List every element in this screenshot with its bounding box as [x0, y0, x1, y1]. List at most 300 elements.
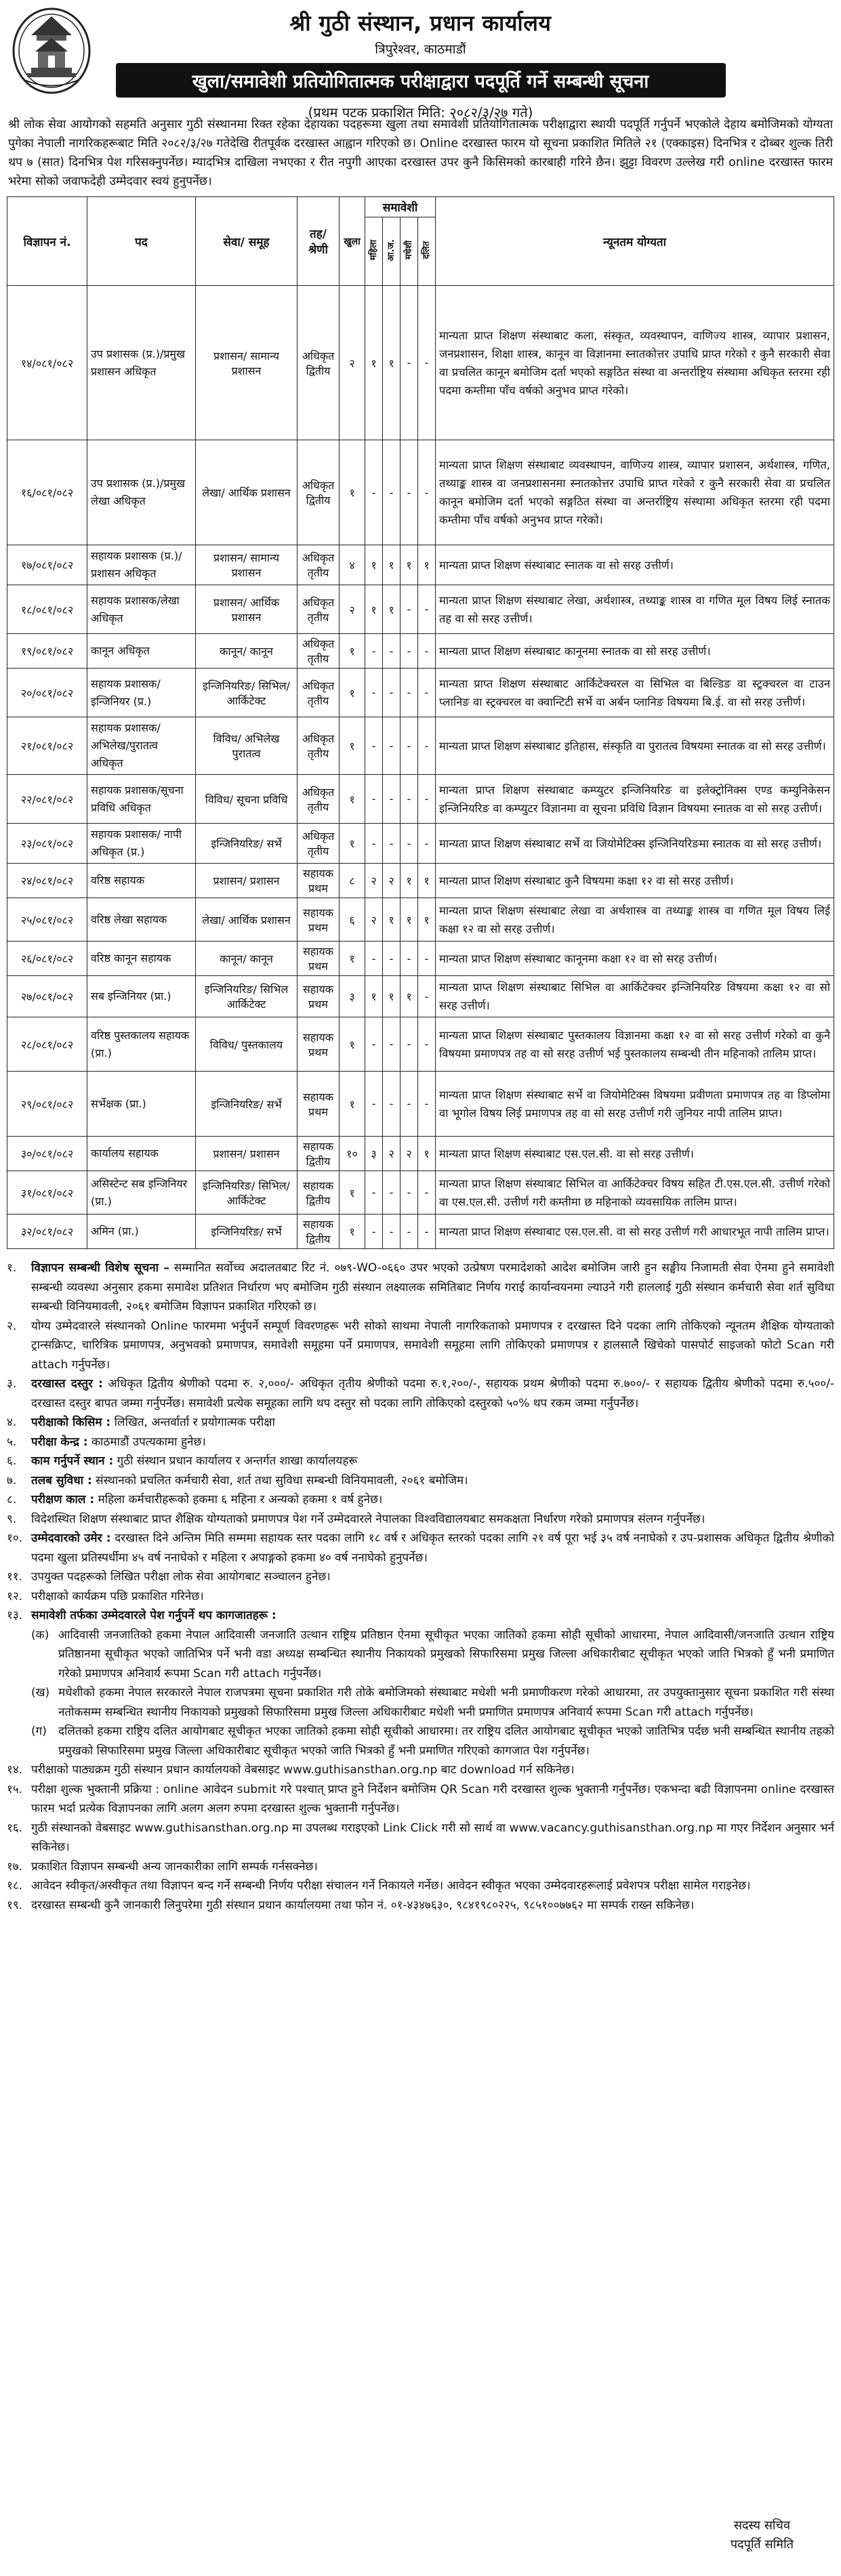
- cell-madhesi: -: [401, 1215, 418, 1249]
- cell-qualification: मान्यता प्राप्त शिक्षण संस्थाबाट कुनै विषयमा कक्षा १२ वा सो सरह उत्तीर्ण।: [436, 864, 834, 898]
- cell-open: १: [340, 440, 365, 545]
- cell-qualification: मान्यता प्राप्त शिक्षण संस्थाबाट सर्भे वा जियोमेटिक्स इन्जिनियरिङमा स्नातक वा सो सरह उत्तीर्ण।: [436, 824, 834, 864]
- cell-open: ८: [340, 864, 365, 898]
- cell-service: विविध/ पुस्तकालय: [196, 1017, 298, 1072]
- cell-dalit: १: [418, 864, 436, 898]
- subnote-number: (ग): [31, 1725, 47, 1738]
- note-body: प्रकाशित विज्ञापन सम्बन्धी अन्य जानकारीका लागि सम्पर्क गर्नसक्नेछ।: [31, 1859, 318, 1874]
- subnote-item: [31, 1722, 834, 1760]
- cell-qualification: मान्यता प्राप्त शिक्षण संस्थाबाट सिभिल वा आर्किटेक्चर इन्जिनियरिङ विषयमा कक्षा १२ वा सो सरह उत्तीर्ण।: [436, 976, 834, 1017]
- table-row: [7, 545, 834, 585]
- cell-qualification: मान्यता प्राप्त शिक्षण संस्थाबाट कानूनमा स्नातक वा सो सरह उत्तीर्ण।: [436, 634, 834, 669]
- note-number: १८.: [7, 1879, 23, 1893]
- cell-service: प्रशासन/ प्रशासन: [196, 864, 298, 898]
- cell-service: प्रशासन/ सामान्य प्रशासन: [196, 286, 298, 440]
- cell-madhesi: -: [401, 775, 418, 824]
- note-label: उम्मेदवारको उमेर :: [31, 1532, 111, 1545]
- note-body: आवेदन स्वीकृत/अस्वीकृत तथा विज्ञापन बन्द गर्ने सम्बन्धी निर्णय परीक्षा संचालन गर्ने निकायले गर्नेछ। आवेदन स्वीकृत भएका उम्मेदवारहरूलाई प्रवेशपत्र परीक्षा सामेल गराइनेछ।: [31, 1879, 751, 1893]
- cell-ad-no: २५/०८१/०८२: [7, 898, 87, 942]
- note-text: [31, 1510, 834, 1529]
- cell-open: ३: [340, 976, 365, 1017]
- note-label: परीक्षाको किसिम :: [31, 1416, 111, 1429]
- cell-ad-no: २३/०८१/०८२: [7, 824, 87, 864]
- cell-women: -: [365, 824, 383, 864]
- note-text: [31, 1374, 834, 1413]
- cell-janajati: -: [383, 669, 401, 717]
- table-row: [7, 634, 834, 669]
- note-item: [7, 1317, 834, 1375]
- th-inclusive: समावेशी: [365, 197, 436, 217]
- note-item: [7, 1760, 834, 1780]
- cell-level: सहायक प्रथम: [298, 942, 340, 976]
- cell-level: अधिकृत तृतीय: [298, 545, 340, 585]
- cell-service: इन्जिनियरिङ/ सिभिल/ आर्किटेक्ट: [196, 669, 298, 717]
- cell-ad-no: २४/०८१/०८२: [7, 864, 87, 898]
- table-row: [7, 864, 834, 898]
- cell-women: -: [365, 1017, 383, 1072]
- cell-women: १: [365, 286, 383, 440]
- cell-madhesi: -: [401, 824, 418, 864]
- note-number: १.: [7, 1261, 17, 1275]
- cell-post: वरिष्ठ सहायक: [87, 864, 196, 898]
- cell-dalit: -: [418, 942, 436, 976]
- cell-service: इन्जिनियरिङ/ सर्भे: [196, 1215, 298, 1249]
- note-text: [31, 1587, 834, 1607]
- cell-post: कानून अधिकृत: [87, 634, 196, 669]
- cell-women: -: [365, 1171, 383, 1215]
- note-text: [31, 1317, 834, 1375]
- cell-qualification: मान्यता प्राप्त शिक्षण संस्थाबाट कम्प्युटर इन्जिनियरिङ वा इलेक्ट्रोनिक्स एण्ड कम्युनिकेसन इन्जिनियरिङ वा कम्प्युटर विज्ञानमा वा सूचना प्रविधि विज्ञान विषयमा स्नातक वा सो सरह उत्तीर्ण।: [436, 775, 834, 824]
- cell-post: सर्भेक्षक (प्रा.): [87, 1072, 196, 1137]
- cell-level: सहायक प्रथम: [298, 898, 340, 942]
- cell-madhesi: -: [401, 440, 418, 545]
- cell-open: १: [340, 775, 365, 824]
- intro-paragraph: श्री लोक सेवा आयोगको सहमति अनुसार गुठी संस्थानमा रिक्त रहेका देहायका पदहरूमा खुला तथा समावेशी प्रतियोगितात्मक परीक्षाद्वारा स्थायी पदपूर्ति गर्नुपर्ने भएकोले देहाय बमोजिमको योग्यता पुगेका नेपाली नागरिकहरूबाट मिति २०८२/३/२७ गतेदेखि रीतपूर्वक दरखास्त आह्वान गरिएको छ। Online दरखास्त फारम यो सूचना प्रकाशित मितिले २१ (एक्काइस) दिनभित्र र दोब्बर शुल्क तिरी थप ७ (सात) दिनभित्र पेश गरिसक्नुपर्नेछ। म्यादभित्र दाखिला नभएका र रीत नपुगी आएका दरखास्त उपर कुनै किसिमको कारबाही गरिने छैन। झुट्टा विवरण उल्लेख गरी online दरखास्त फारम भरेमा सोको जवाफदेही उम्मेदवार स्वयं हुनुपर्नेछ।: [8, 118, 833, 188]
- cell-women: २: [365, 898, 383, 942]
- cell-post: असिस्टेन्ट सब इन्जिनियर (प्रा.): [87, 1171, 196, 1215]
- cell-madhesi: -: [401, 1017, 418, 1072]
- cell-ad-no: १९/०८१/०८२: [7, 634, 87, 669]
- note-number: १७.: [7, 1859, 23, 1874]
- cell-janajati: १: [383, 286, 401, 440]
- cell-post: उप प्रशासक (प्र.)/प्रमुख लेखा अधिकृत: [87, 440, 196, 545]
- cell-ad-no: २७/०८१/०८२: [7, 976, 87, 1017]
- note-body: लिखित, अन्तर्वार्ता र प्रयोगात्मक परीक्षा: [110, 1416, 275, 1429]
- note-text: [31, 1780, 834, 1819]
- cell-dalit: -: [418, 976, 436, 1017]
- cell-open: १: [340, 1017, 365, 1072]
- notes-section: [7, 1259, 834, 1915]
- th-dalit: दलित: [418, 217, 436, 286]
- th-madhesi: मधेशी: [401, 217, 418, 286]
- guthi-sansthan-logo-icon: [11, 7, 92, 95]
- table-row: [7, 669, 834, 717]
- cell-madhesi: -: [401, 717, 418, 775]
- cell-qualification: मान्यता प्राप्त शिक्षण संस्थाबाट कला, संस्कृत, व्यवस्थापन, वाणिज्य शास्त्र, व्यापार प्रशासन, जनप्रशासन, शिक्षा शास्त्र, कानून वा विज्ञानमा स्नातकोत्तर उपाधि प्राप्त गरेको र कुनै सरकारी सेवा वा प्रचलित कानून बमोजिम दर्ता भएको सङ्गठित संस्था वा अन्तर्राष्ट्रिय संस्थामा अधिकृत स्तरमा रही पदमा कम्तीमा पाँच वर्षको अनुभव प्राप्त गरेको।: [436, 286, 834, 440]
- cell-post: सहायक प्रशासक/सूचना प्रविधि अधिकृत: [87, 775, 196, 824]
- th-open: खुला: [340, 197, 365, 286]
- cell-janajati: -: [383, 440, 401, 545]
- notes-list-b: [7, 1760, 834, 1915]
- cell-level: सहायक प्रथम: [298, 976, 340, 1017]
- org-address: त्रिपुरेश्वर, काठमाडौं: [375, 42, 466, 57]
- cell-qualification: मान्यता प्राप्त शिक्षण संस्थाबाट आर्किटेक्चरल वा सिभिल वा बिल्डिङ वा स्ट्रक्चरल वा टाउन प्लानिङ वा स्ट्रक्चरल वा क्वान्टिटी सर्भे वा अर्बन प्लानिङ विषयमा बि.ई. वा सो सरह उत्तीर्ण।: [436, 669, 834, 717]
- cell-ad-no: २०/०८१/०८२: [7, 669, 87, 717]
- th-janajati: आ.ज.: [383, 217, 401, 286]
- cell-madhesi: -: [401, 942, 418, 976]
- note-body: गुठी संस्थान प्रधान कार्यालय र अन्तर्गत शाखा कार्यालयहरू: [113, 1454, 358, 1468]
- note-label: तलब सुविधा :: [31, 1473, 92, 1487]
- cell-level: अधिकृत तृतीय: [298, 585, 340, 634]
- cell-women: -: [365, 634, 383, 669]
- cell-ad-no: २९/०८१/०८२: [7, 1072, 87, 1137]
- note-number: ६.: [7, 1454, 17, 1468]
- cell-qualification: मान्यता प्राप्त शिक्षण संस्थाबाट इतिहास, संस्कृति वा पुरातत्व विषयमा स्नातक वा सो सरह उत्तीर्ण।: [436, 717, 834, 775]
- cell-janajati: १: [383, 898, 401, 942]
- cell-dalit: -: [418, 585, 436, 634]
- subnote-item: [31, 1683, 834, 1722]
- note-number: ७.: [7, 1473, 17, 1487]
- note-text: [31, 1471, 834, 1491]
- subnote-number: (क): [31, 1628, 49, 1642]
- cell-madhesi: -: [401, 286, 418, 440]
- cell-qualification: मान्यता प्राप्त शिक्षण संस्थाबाट कानूनमा कक्षा १२ वा सो सरह उत्तीर्ण।: [436, 942, 834, 976]
- note-text: [31, 1876, 834, 1896]
- cell-dalit: -: [418, 1017, 436, 1072]
- cell-service: लेखा/ आर्थिक प्रशासन: [196, 898, 298, 942]
- cell-janajati: -: [383, 1072, 401, 1137]
- cell-open: १: [340, 1215, 365, 1249]
- cell-post: सहायक प्रशासक/ इन्जिनियर (प्र.): [87, 669, 196, 717]
- table-row: [7, 1171, 834, 1215]
- cell-level: सहायक प्रथम: [298, 1072, 340, 1137]
- note-body: काठमाडौं उपत्यकामा हुनेछ।: [87, 1435, 206, 1449]
- note-item: [7, 1896, 834, 1916]
- cell-dalit: १: [418, 545, 436, 585]
- note-item: [7, 1780, 834, 1819]
- note-text: [31, 1896, 834, 1916]
- cell-madhesi: १: [401, 545, 418, 585]
- cell-level: अधिकृत तृतीय: [298, 717, 340, 775]
- note-label: परीक्षण काल :: [31, 1493, 95, 1506]
- note-item: [7, 1490, 834, 1510]
- notes-list-a: [7, 1259, 834, 1626]
- cell-post: कार्यालय सहायक: [87, 1137, 196, 1171]
- cell-dalit: १: [418, 1137, 436, 1171]
- note-label: परीक्षा केन्द्र :: [31, 1435, 88, 1449]
- cell-open: २: [340, 286, 365, 440]
- cell-janajati: -: [383, 1215, 401, 1249]
- cell-qualification: मान्यता प्राप्त शिक्षण संस्थाबाट एस.एल.सी. वा सो सरह उत्तीर्ण।: [436, 1137, 834, 1171]
- cell-madhesi: -: [401, 669, 418, 717]
- cell-service: विविध/ सूचना प्रविधि: [196, 775, 298, 824]
- cell-dalit: -: [418, 634, 436, 669]
- signatory-committee: पदपूर्ति समिति: [730, 2537, 794, 2552]
- signatory-title: सदस्य सचिव: [733, 2518, 790, 2533]
- cell-dalit: -: [418, 669, 436, 717]
- cell-open: १: [340, 824, 365, 864]
- cell-janajati: २: [383, 1137, 401, 1171]
- cell-qualification: मान्यता प्राप्त शिक्षण संस्थाबाट व्यवस्थापन, वाणिज्य शास्त्र, व्यापार प्रशासन, अर्थशास्त्र, गणित, तथ्याङ्क शास्त्र वा जनप्रशासनमा स्नातकोत्तर उपाधि प्राप्त गरेको र कुनै सरकारी सेवा वा प्रचलित कानून बमोजिम दर्ता भएको सङ्गठित संस्था वा अन्तर्राष्ट्रिय संस्थामा अधिकृत स्तरमा रही पदमा कम्तीमा पाँच वर्षको अनुभव प्राप्त गरेको।: [436, 440, 834, 545]
- cell-post: उप प्रशासक (प्र.)/प्रमुख प्रशासन अधिकृत: [87, 286, 196, 440]
- cell-qualification: मान्यता प्राप्त शिक्षण संस्थाबाट लेखा वा अर्थशास्त्र वा तथ्याङ्क शास्त्र वा गणित मूल विषय लिई कक्षा १२ वा सो सरह उत्तीर्ण।: [436, 898, 834, 942]
- cell-women: -: [365, 775, 383, 824]
- note-body: दरखास्त सम्बन्धी कुनै जानकारी लिनुपरेमा गुठी संस्थान प्रधान कार्यालयमा तथा फोन नं. ०१-४३४७६३०, ९८४१९८०२२५, ९८५१००७७६२ मा सम्पर्क राख्न सकिनेछ।: [31, 1898, 695, 1912]
- note-item: [7, 1606, 834, 1626]
- cell-service: इन्जिनियरिङ/ सिभिल आर्किटेक्ट: [196, 976, 298, 1017]
- cell-open: १: [340, 1072, 365, 1137]
- table-row: [7, 440, 834, 545]
- note-item: [7, 1510, 834, 1529]
- vacancy-table: [7, 196, 834, 1249]
- cell-women: -: [365, 1215, 383, 1249]
- th-post: पद: [87, 197, 196, 286]
- cell-ad-no: १८/०८१/०८२: [7, 585, 87, 634]
- cell-post: सहायक प्रशासक/ अभिलेख/पुरातत्व अधिकृत: [87, 717, 196, 775]
- cell-service: विविध/ अभिलेख पुरातत्व: [196, 717, 298, 775]
- cell-madhesi: २: [401, 1137, 418, 1171]
- cell-level: अधिकृत तृतीय: [298, 634, 340, 669]
- cell-women: २: [365, 864, 383, 898]
- cell-janajati: -: [383, 775, 401, 824]
- note-number: ४.: [7, 1416, 17, 1429]
- table-row: [7, 1137, 834, 1171]
- cell-janajati: १: [383, 976, 401, 1017]
- cell-service: लेखा/ आर्थिक प्रशासन: [196, 440, 298, 545]
- note-body: परीक्षा शुल्क भुक्तानी प्रक्रिया : online आवेदन submit गरे पश्चात् प्राप्त हुने निर्देशन बमोजिम QR Scan गरी दरखास्त शुल्क भुक्तानी गर्नुपर्नेछ। एकभन्दा बढी विज्ञापनमा online दरखास्त फारम भर्दा प्रत्येक विज्ञापनका लागि अलग अलग रुपमा दरखास्त शुल्क भुक्तानी गर्नुपर्नेछ।: [31, 1782, 834, 1815]
- table-row: [7, 976, 834, 1017]
- cell-service: कानून/ कानून: [196, 634, 298, 669]
- cell-service: प्रशासन/ सामान्य प्रशासन: [196, 545, 298, 585]
- cell-women: -: [365, 942, 383, 976]
- note-text: [31, 1857, 834, 1877]
- cell-qualification: मान्यता प्राप्त शिक्षण संस्थाबाट सर्भे वा जियोमेटिक्स विषयमा प्रवीणता प्रमाणपत्र तह वा डिप्लोमा वा भूगोल विषय लिई प्रमाणपत्र तह वा सो सरह उत्तीर्ण गरी जुनियर नापी तालिम प्राप्त।: [436, 1072, 834, 1137]
- th-service-group: सेवा/ समूह: [196, 197, 298, 286]
- cell-qualification: मान्यता प्राप्त शिक्षण संस्थाबाट स्नातक वा सो सरह उत्तीर्ण।: [436, 545, 834, 585]
- cell-level: अधिकृत तृतीय: [298, 775, 340, 824]
- cell-level: अधिकृत द्वितीय: [298, 440, 340, 545]
- cell-service: प्रशासन/ प्रशासन: [196, 1137, 298, 1171]
- table-row: [7, 1215, 834, 1249]
- cell-post: सहायक प्रशासक (प्र.)/प्रशासन अधिकृत: [87, 545, 196, 585]
- cell-level: सहायक प्रथम: [298, 864, 340, 898]
- cell-post: अमिन (प्रा.): [87, 1215, 196, 1249]
- note-item: [7, 1587, 834, 1607]
- cell-women: -: [365, 440, 383, 545]
- cell-open: १०: [340, 1137, 365, 1171]
- cell-dalit: -: [418, 440, 436, 545]
- cell-ad-no: २२/०८१/०८२: [7, 775, 87, 824]
- cell-open: १: [340, 717, 365, 775]
- cell-level: सहायक द्वितीय: [298, 1171, 340, 1215]
- table-row: [7, 585, 834, 634]
- table-row: [7, 1017, 834, 1072]
- cell-service: इन्जिनियरिङ/ सर्भे: [196, 1072, 298, 1137]
- th-level: तह/ श्रेणी: [298, 197, 340, 286]
- cell-madhesi: -: [401, 1171, 418, 1215]
- note-text: [31, 1259, 834, 1317]
- note-number: २.: [7, 1319, 17, 1333]
- cell-janajati: -: [383, 717, 401, 775]
- cell-qualification: मान्यता प्राप्त शिक्षण संस्थाबाट सिभिल वा आर्किटेक्चर विषय सहित टी.एस.एल.सी. उत्तीर्ण गरेको वा एस.एल.सी. उत्तीर्ण गरी कम्तीमा छ महिनाको व्यवसायिक तालिम प्राप्त।: [436, 1171, 834, 1215]
- cell-dalit: -: [418, 1215, 436, 1249]
- cell-janajati: -: [383, 1017, 401, 1072]
- cell-dalit: -: [418, 775, 436, 824]
- note-label: समावेशी तर्फका उम्मेदवारले पेश गर्नुपर्ने थप कागजातहरू :: [31, 1609, 276, 1622]
- th-ad-no: विज्ञापन नं.: [7, 197, 87, 286]
- cell-ad-no: २१/०८१/०८२: [7, 717, 87, 775]
- note-body: अधिकृत द्वितीय श्रेणीको पदमा रु. २,०००/- अधिकृत तृतीय श्रेणीको पदमा रु.१,२००/-, सहायक प्रथम श्रेणीको पदमा रु.७००/- र सहायक द्वितीय श्रेणीको पदमा रु.५००/- दरखास्त दस्तुर बापत जम्मा गर्नुपर्नेछ। समावेशी प्रत्येक समूहका लागि थप दस्तुर सो पदका लागि तोकिएको दस्तुरको ५०% थप रकम जम्मा गर्नुपर्नेछ।: [31, 1377, 834, 1410]
- note-text: [31, 1490, 834, 1510]
- cell-open: १: [340, 634, 365, 669]
- cell-dalit: १: [418, 898, 436, 942]
- cell-qualification: मान्यता प्राप्त शिक्षण संस्थाबाट पुस्तकालय विज्ञानमा कक्षा १२ वा सो सरह उत्तीर्ण गरेको वा कुनै विषयमा प्रमाणपत्र तह वा सो सरह उत्तीर्ण भई पुस्तकालय सम्बन्धी तीन महिनाको तालिम प्राप्त।: [436, 1017, 834, 1072]
- cell-post: वरिष्ठ लेखा सहायक: [87, 898, 196, 942]
- cell-level: अधिकृत द्वितीय: [298, 286, 340, 440]
- cell-women: १: [365, 545, 383, 585]
- note-body: परीक्षाको कार्यक्रम पछि प्रकाशित गरिनेछ।: [31, 1589, 204, 1603]
- note-item: [7, 1433, 834, 1452]
- note-text: [31, 1413, 834, 1433]
- cell-qualification: मान्यता प्राप्त शिक्षण संस्थाबाट लेखा, अर्थशास्त्र, तथ्याङ्क शास्त्र वा गणित मूल विषय लिई स्नातक तह वा सो सरह उत्तीर्ण।: [436, 585, 834, 634]
- cell-open: ४: [340, 545, 365, 585]
- notice-page: [7, 7, 834, 2562]
- note-label: विज्ञापन सम्बन्धी विशेष सूचना –: [31, 1261, 169, 1275]
- table-row: [7, 1072, 834, 1137]
- table-row: [7, 898, 834, 942]
- cell-open: १: [340, 669, 365, 717]
- table-row: [7, 775, 834, 824]
- note-body: परीक्षाको पाठ्यक्रम गुठी संस्थान प्रधान कार्यालयको वेबसाइट www.guthisansthan.org.np बाट download गर्न सकिनेछ।: [31, 1763, 575, 1777]
- cell-madhesi: १: [401, 898, 418, 942]
- table-row: [7, 286, 834, 440]
- note-item: [7, 1259, 834, 1317]
- publish-date: (प्रथम पटक प्रकाशित मिति: २०८२/३/२७ गते): [308, 104, 533, 121]
- note-label: काम गर्नुपर्ने स्थान :: [31, 1454, 114, 1468]
- subnote-number: (ख): [31, 1686, 50, 1699]
- th-women: महिला: [365, 217, 383, 286]
- cell-open: २: [340, 585, 365, 634]
- note-text: [31, 1529, 834, 1567]
- cell-women: ३: [365, 1137, 383, 1171]
- vacancy-table-body: [7, 286, 834, 1249]
- note-number: ९.: [7, 1512, 17, 1526]
- note-number: १०.: [7, 1532, 23, 1545]
- cell-madhesi: १: [401, 976, 418, 1017]
- cell-post: वरिष्ठ कानून सहायक: [87, 942, 196, 976]
- cell-open: १: [340, 1171, 365, 1215]
- note-body: योग्य उम्मेदवारले संस्थानको Online फारममा भर्नुपर्ने सम्पूर्ण विवरणहरू भरी सोको साथमा नेपाली नागरिकताको प्रमाणपत्र र दरखास्त दिने पदका लागि तोकिएको न्यूनतम शैक्षिक योग्यताको ट्रान्सक्रिप्ट, चारित्रिक प्रमाणपत्र, अनुभवको प्रमाणपत्र, समावेशी समूहमा पर्ने प्रमाणपत्र, समावेशी समूहमा लागि तोकिएको प्रमाणपत्र र हालसालै खिचेको पासपोर्ट साइजको फोटो Scan गरी attach गर्नुपर्नेछ।: [31, 1319, 834, 1372]
- th-qualification: न्यूनतम योग्यता: [436, 197, 834, 286]
- cell-janajati: १: [383, 545, 401, 585]
- note-number: ८.: [7, 1493, 17, 1506]
- note-number: १६.: [7, 1821, 23, 1835]
- note-body: उपयुक्त पदहरूको लिखित परीक्षा लोक सेवा आयोगबाट सञ्चालन हुनेछ।: [31, 1570, 331, 1584]
- note-number: ५.: [7, 1435, 17, 1449]
- note-item: [7, 1876, 834, 1896]
- signature-block: [731, 2516, 794, 2554]
- cell-dalit: -: [418, 1072, 436, 1137]
- cell-dalit: -: [418, 286, 436, 440]
- cell-level: अधिकृत तृतीय: [298, 824, 340, 864]
- cell-ad-no: २८/०८१/०८२: [7, 1017, 87, 1072]
- note-number: १४.: [7, 1763, 23, 1777]
- note-number: ३.: [7, 1377, 17, 1391]
- note-text: [31, 1452, 834, 1471]
- note-label: दरखास्त दस्तुर :: [31, 1377, 103, 1391]
- cell-madhesi: -: [401, 585, 418, 634]
- cell-janajati: -: [383, 1171, 401, 1215]
- note-body: महिला कर्मचारीहरूको हकमा ६ महिना र अन्यको हकमा १ वर्ष हुनेछ।: [94, 1493, 383, 1506]
- cell-janajati: -: [383, 634, 401, 669]
- cell-janajati: -: [383, 942, 401, 976]
- note-item: [7, 1413, 834, 1433]
- notice-title-banner: खुला/समावेशी प्रतियोगितात्मक परीक्षाद्वारा पदपूर्ति गर्ने सम्बन्धी सूचना: [116, 63, 726, 98]
- cell-service: कानून/ कानून: [196, 942, 298, 976]
- note-item: [7, 1567, 834, 1587]
- note-body: दरखास्त दिने अन्तिम मिति सम्ममा सहायक स्तर पदका लागि १८ वर्ष र अधिकृत स्तरको पदका लागि २१ वर्ष पूरा भई ३५ वर्ष ननाघेको र उप-प्रशासक अधिकृत द्वितीय श्रेणीको पदमा खुला प्रतिस्पर्धीमा ४५ वर्ष ननाघेको र महिला र अपाङ्गको हकमा ४० वर्ष ननाघेको हुनुपर्नेछ।: [31, 1532, 835, 1565]
- org-name: श्री गुठी संस्थान, प्रधान कार्यालय: [289, 10, 552, 36]
- cell-dalit: -: [418, 717, 436, 775]
- cell-open: १: [340, 942, 365, 976]
- subnote-item: [31, 1626, 834, 1684]
- cell-ad-no: १७/०८१/०८२: [7, 545, 87, 585]
- cell-post: सब इन्जिनियर (प्रा.): [87, 976, 196, 1017]
- note-number: १३.: [7, 1609, 23, 1622]
- header: [7, 7, 834, 121]
- cell-post: वरिष्ठ पुस्तकालय सहायक (प्रा.): [87, 1017, 196, 1072]
- cell-ad-no: २६/०८१/०८२: [7, 942, 87, 976]
- cell-ad-no: ३१/०८१/०८२: [7, 1171, 87, 1215]
- note-text: [31, 1606, 834, 1626]
- note-item: [7, 1471, 834, 1491]
- cell-janajati: १: [383, 585, 401, 634]
- note-item: [7, 1529, 834, 1567]
- cell-level: अधिकृत तृतीय: [298, 669, 340, 717]
- cell-dalit: -: [418, 824, 436, 864]
- cell-level: सहायक द्वितीय: [298, 1215, 340, 1249]
- note-text: [31, 1567, 834, 1587]
- cell-open: ६: [340, 898, 365, 942]
- cell-dalit: -: [418, 1171, 436, 1215]
- subnote-text: आदिवासी जनजातिको हकमा नेपाल आदिवासी जनजाति उत्थान राष्ट्रिय प्रतिष्ठान ऐनमा सूचीकृत भएका जातिको हकमा सोही सूचीको आधारमा, नेपाल आदिवासी/जनजाति उत्थान राष्ट्रिय प्रतिष्ठानमा सूचीकृत भएको जातिभित्र पर्ने भनी वडा अध्यक्ष सम्बन्धित स्थानीय निकायको प्रमुखको सिफारिसमा प्रमुख जिल्ला अधिकारीबाट सूचीकृत भएको जाति भित्रको हुँ भनी प्रमाणित गरेको प्रमाणपत्र अनिवार्य रूपमा Scan गरी attach गर्नुपर्नेछ।: [58, 1628, 834, 1681]
- cell-women: -: [365, 669, 383, 717]
- inclusive-documents-list: [7, 1626, 834, 1761]
- cell-madhesi: -: [401, 634, 418, 669]
- note-text: [31, 1760, 834, 1780]
- table-row: [7, 824, 834, 864]
- cell-post: सहायक प्रशासक/लेखा अधिकृत: [87, 585, 196, 634]
- cell-janajati: -: [383, 824, 401, 864]
- cell-ad-no: ३०/०८१/०८२: [7, 1137, 87, 1171]
- note-item: [7, 1857, 834, 1877]
- subnote-text: मधेशीको हकमा नेपाल सरकारले नेपाल राजपत्रमा सूचना प्रकाशित गरी तोके बमोजिमको संस्थाबाट मधेशी भनी प्रमाणीकरण गरेको आधारमा, तर उपयुक्तानुसार सूचना प्रकाशित गरी संस्था नतोकसम्म सम्बन्धित स्थानीय निकायको प्रमुखको सिफारिसमा प्रमुख जिल्ला अधिकारीबाट मधेशी भनी प्रमाणित प्रमाणपत्र अनिवार्य रूपमा Scan गरी attach गर्नुपर्नेछ।: [58, 1686, 834, 1719]
- table-row: [7, 717, 834, 775]
- cell-service: इन्जिनियरिङ/ सिभिल/ आर्किटेक्ट: [196, 1171, 298, 1215]
- cell-madhesi: १: [401, 864, 418, 898]
- cell-ad-no: १६/०८१/०८२: [7, 440, 87, 545]
- note-number: १५.: [7, 1782, 23, 1796]
- table-row: [7, 942, 834, 976]
- note-text: [31, 1433, 834, 1452]
- note-item: [7, 1374, 834, 1413]
- note-body: संस्थानको प्रचलित कर्मचारी सेवा, शर्त तथा सुविधा सम्बन्धी विनियमावली, २०६१ बमोजिम।: [91, 1473, 468, 1487]
- note-number: १९.: [7, 1898, 23, 1912]
- note-item: [7, 1452, 834, 1471]
- cell-women: -: [365, 717, 383, 775]
- note-body: गुठी संस्थानको वेबसाइट www.guthisansthan.org.np मा उपलब्ध गराइएको Link Click गरी सो सार्थ वा www.vacancy.guthisansthan.org.np मा गएर निर्देशन अनुसार भर्न सकिनेछ।: [31, 1821, 834, 1854]
- cell-qualification: मान्यता प्राप्त शिक्षण संस्थाबाट एस.एल.सी. वा सो सरह उत्तीर्ण गरी आधारभूत नापी तालिम प्राप्त।: [436, 1215, 834, 1249]
